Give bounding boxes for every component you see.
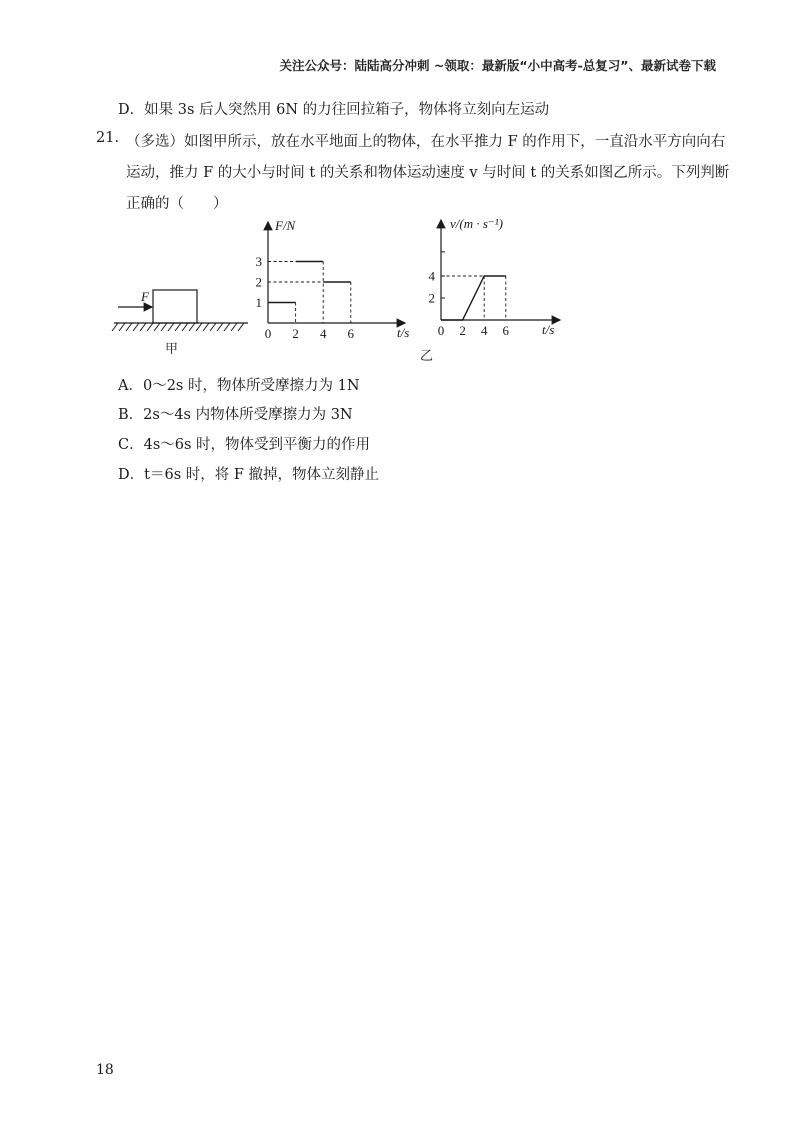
hatch-mark (175, 323, 181, 331)
x-axis-label: t/s (397, 325, 410, 340)
option-text: 2s～4s 内物体所受摩擦力为 3N (143, 407, 353, 423)
option-text: t＝6s 时，将 F 撤掉，物体立刻静止 (144, 467, 380, 483)
x-tick-label: 4 (480, 323, 488, 338)
ground-hatch (112, 323, 244, 331)
option-label: D． (118, 102, 145, 118)
hatch-mark (238, 323, 244, 331)
x-tick-label: 6 (502, 323, 510, 338)
x-tick-label: 0 (264, 326, 272, 341)
hatch-mark (182, 323, 188, 331)
hatch-mark (154, 323, 160, 331)
question-line-3: 正确的（ ） (126, 196, 228, 212)
x-axis-label: t/s (542, 322, 555, 337)
option-label: B． (118, 407, 144, 423)
option-text: 0～2s 时，物体所受摩擦力为 1N (142, 378, 360, 394)
y-tick-label: 4 (428, 268, 435, 284)
velocity-line (441, 276, 506, 320)
question-number: 21. (96, 130, 120, 146)
hatch-mark (140, 323, 146, 331)
block (153, 290, 197, 323)
y-tick-label: 2 (255, 274, 262, 290)
x-tick-label: 2 (292, 326, 299, 341)
y-axis-label: F/N (275, 218, 296, 233)
figure-yi-caption: 乙 (420, 349, 434, 362)
y-tick-label: 2 (428, 290, 435, 306)
hatch-mark (217, 323, 223, 331)
hatch-mark (133, 323, 139, 331)
option-text: 4s～6s 时，物体受到平衡力的作用 (143, 437, 371, 453)
hatch-mark (126, 323, 132, 331)
hatch-mark (231, 323, 237, 331)
x-tick-label: 4 (319, 326, 327, 341)
option-label: C． (118, 437, 144, 453)
hatch-mark (112, 323, 118, 331)
x-tick-label: 6 (347, 326, 355, 341)
option-d[interactable] (118, 463, 379, 484)
option-a[interactable] (118, 374, 360, 395)
x-tick-label: 0 (437, 323, 445, 338)
y-axis-label: v/(m · s⁻¹) (450, 216, 503, 231)
hatch-mark (161, 323, 167, 331)
hatch-mark (168, 323, 174, 331)
hatch-mark (203, 323, 209, 331)
figure-jia (112, 289, 248, 357)
question-line-1: （多选）如图甲所示，放在水平地面上的物体，在水平推力 F 的作用下，一直沿水平方向向右 (126, 134, 726, 150)
force-label: F (141, 289, 149, 304)
y-tick-label: 3 (255, 254, 262, 269)
page-number: 18 (96, 1062, 114, 1078)
page-header: 关注公众号：陆陆高分冲刺 ~领取：最新版“小中高考-总复习”、最新试卷下载 (279, 58, 716, 73)
hatch-mark (224, 323, 230, 331)
x-tick-label: 2 (459, 323, 466, 338)
hatch-mark (119, 323, 125, 331)
option-c[interactable] (118, 433, 370, 454)
question-line-2: 运动，推力 F 的大小与时间 t 的关系和物体运动速度 v 与时间 t 的关系如图乙所示。下列判断 (126, 165, 730, 181)
f-t-chart (256, 218, 410, 341)
option-label: D． (118, 467, 145, 483)
hatch-mark (147, 323, 153, 331)
hatch-mark (210, 323, 216, 331)
figure-area (0, 212, 800, 362)
block-label: 甲 (165, 342, 179, 357)
prev-option-d (118, 98, 549, 119)
v-t-chart (420, 216, 560, 362)
option-label: A． (118, 378, 143, 394)
y-tick-label: 1 (255, 295, 262, 310)
option-b[interactable] (118, 403, 353, 424)
hatch-mark (189, 323, 195, 331)
option-text: 如果 3s 后人突然用 6N 的力往回拉箱子，物体将立刻向左运动 (144, 102, 550, 118)
hatch-mark (196, 323, 202, 331)
